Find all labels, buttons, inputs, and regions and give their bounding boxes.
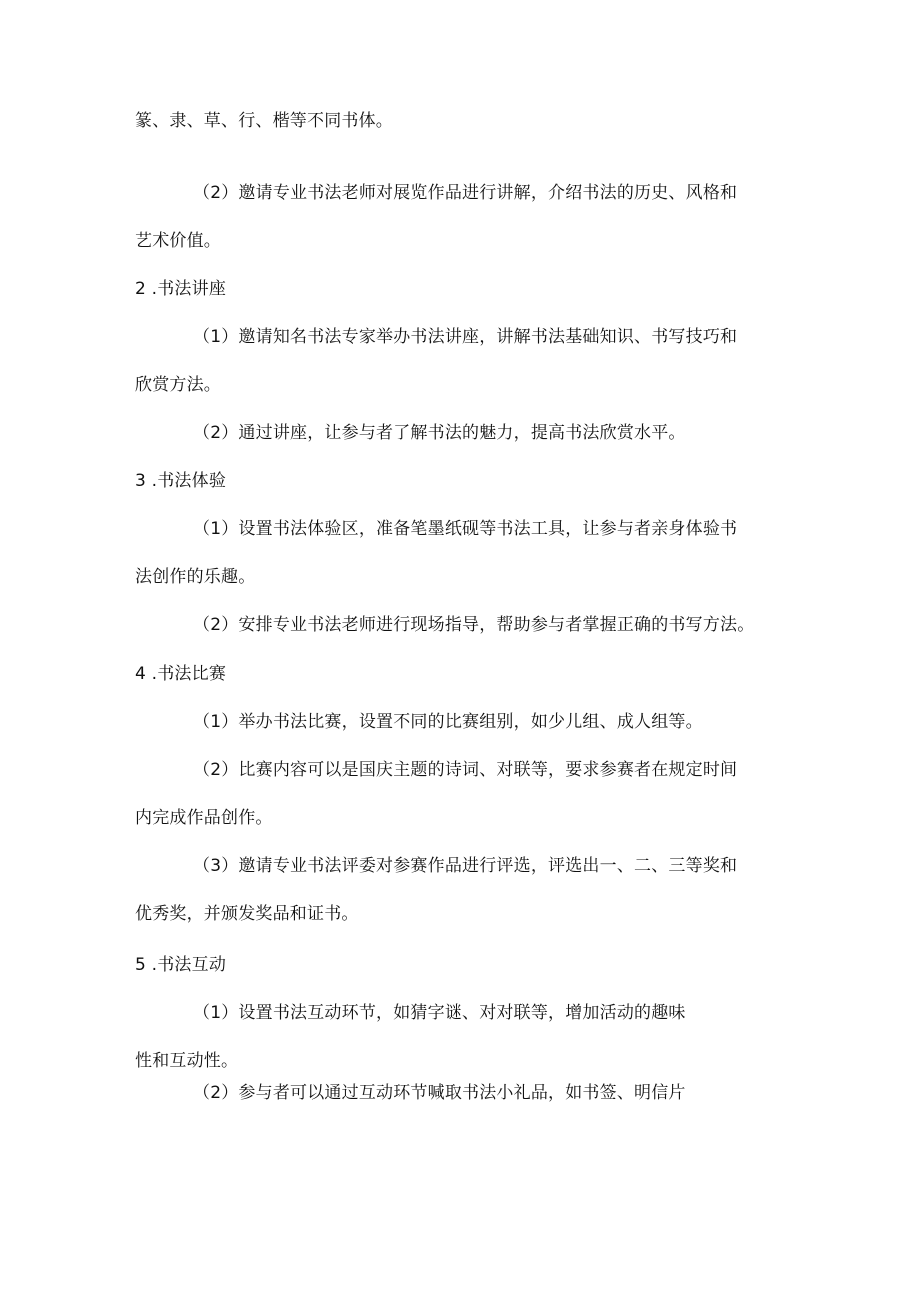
text-line: 欣赏方法。 [135,375,221,395]
section-heading: 3 .书法体验 [135,471,227,491]
text-line: （2）参与者可以通过互动环节喊取书法小礼品，如书签、明信片 [193,1083,686,1103]
text-line: 内完成作品创作。 [135,808,273,828]
text-line: （3）邀请专业书法评委对参赛作品进行评选，评选出一、二、三等奖和 [193,856,738,876]
text-line: （1）举办书法比赛，设置不同的比赛组别，如少儿组、成人组等。 [193,712,703,732]
text-line: （2）邀请专业书法老师对展览作品进行讲解，介绍书法的历史、风格和 [193,183,738,203]
text-line: 法创作的乐趣。 [135,567,256,587]
text-line: （2）通过讲座，让参与者了解书法的魅力，提高书法欣赏水平。 [193,423,686,443]
section-heading: 2 .书法讲座 [135,279,227,299]
text-line: 篆、隶、草、行、楷等不同书体。 [135,111,393,131]
section-heading: 4 .书法比赛 [135,664,227,684]
text-line: 艺术价值。 [135,231,221,251]
text-line: （1）设置书法体验区，准备笔墨纸砚等书法工具，让参与者亲身体验书 [193,519,738,539]
text-line: （1）设置书法互动环节，如猜字谜、对对联等，增加活动的趣味 [193,1003,686,1023]
text-line: （1）邀请知名书法专家举办书法讲座，讲解书法基础知识、书写技巧和 [193,327,738,347]
text-line: （2）比赛内容可以是国庆主题的诗词、对联等，要求参赛者在规定时间 [193,760,738,780]
text-line: 优秀奖，并颁发奖品和证书。 [135,904,359,924]
text-line: 性和互动性。 [135,1051,239,1071]
section-heading: 5 .书法互动 [135,955,227,975]
text-line: （2）安排专业书法老师进行现场指导，帮助参与者掌握正确的书写方法。 [193,615,755,635]
